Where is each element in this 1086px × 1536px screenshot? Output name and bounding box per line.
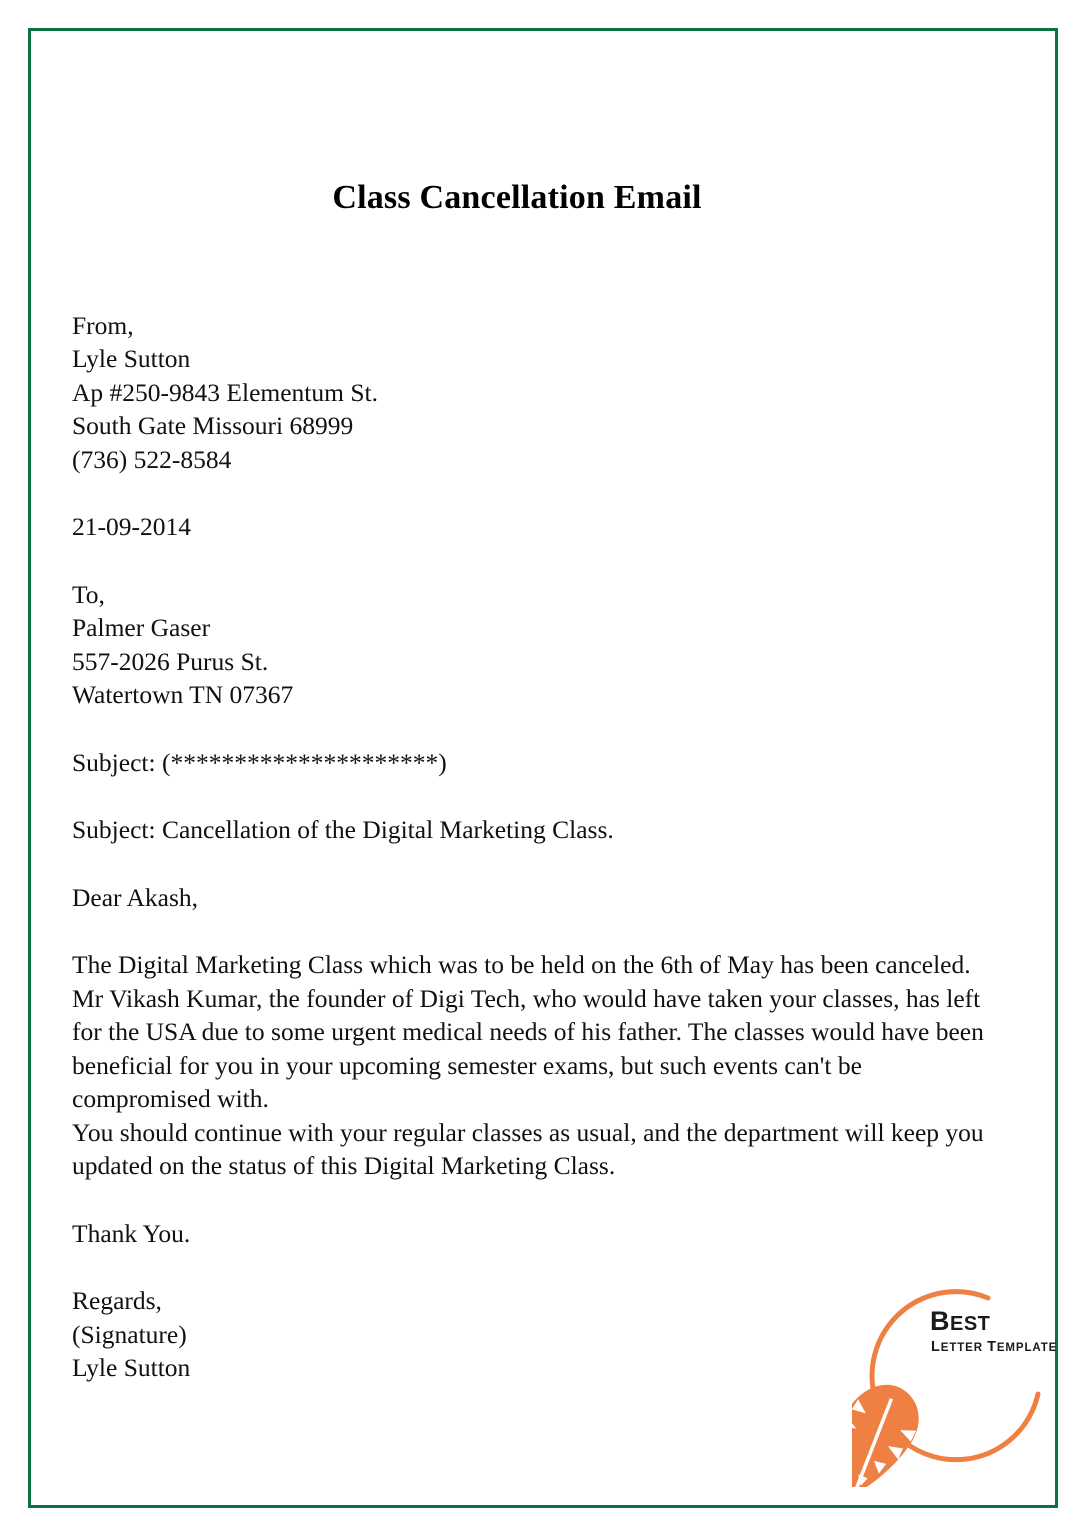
letter-date: 21-09-2014 [72,512,191,542]
subject-line: Subject: Cancellation of the Digital Marketing Class. [72,815,614,845]
spacer [72,779,1012,813]
date-block [72,510,1012,544]
recipient-address-block [72,578,1012,712]
logo-tagline-word1-rest: ETTER [940,1342,983,1354]
spacer [72,544,1012,578]
logo-tagline-word2-cap: T [987,1339,997,1355]
closing-regards: Regards, [72,1286,162,1316]
recipient-name: Palmer Gaser [72,613,211,643]
sender-phone: (736) 522-8584 [72,444,232,474]
salutation: Dear Akash, [72,882,199,912]
spacer [72,476,1012,510]
logo-brand-initial: B [930,1306,950,1336]
thank-you-line: Thank You. [72,1218,191,1248]
logo-brand-rest: EST [950,1313,991,1335]
brand-logo [852,1282,1058,1487]
subject-masked: Subject: (*********************) [72,747,447,777]
spacer [72,219,1012,275]
page-title: Class Cancellation Email [332,179,702,216]
spacer [72,1250,1012,1284]
body-paragraph-2: You should continue with your regular classes as usual, and the department will keep you updated on the status of this Digital Marketing Class. [72,1117,984,1181]
spacer [72,914,1012,948]
spacer [72,712,1012,746]
sender-address-block [72,309,1012,477]
logo-tagline-word2-rest: EMPLATE [996,1342,1058,1354]
sender-label: From, [72,310,134,340]
spacer [72,847,1012,881]
logo-brand-name [930,1308,990,1335]
recipient-street: 557-2026 Purus St. [72,646,269,676]
recipient-label: To, [72,579,105,609]
spacer [72,1183,1012,1217]
spacer [72,275,1012,309]
closing-name: Lyle Sutton [72,1353,191,1383]
sender-city-state-zip: South Gate Missouri 68999 [72,411,354,441]
sender-name: Lyle Sutton [72,344,191,374]
body-paragraph-1: The Digital Marketing Class which was to be held on the 6th of May has been canceled. Mr Vikash Kumar, the founder of Digi Tech, who would have taken your classes, has left for the USA due to some urgent medical needs of his father. The classes would have been beneficial for you in your upcoming semester exams, but such events can't be compromised with. [72,950,984,1114]
feather-icon [852,1370,933,1487]
recipient-city-state-zip: Watertown TN 07367 [72,680,294,710]
logo-tagline-word1-cap: L [931,1339,941,1355]
logo-tagline [931,1340,1057,1355]
letter-content [72,178,1012,1385]
sender-street: Ap #250-9843 Elementum St. [72,377,378,407]
signature-placeholder: (Signature) [72,1319,187,1349]
